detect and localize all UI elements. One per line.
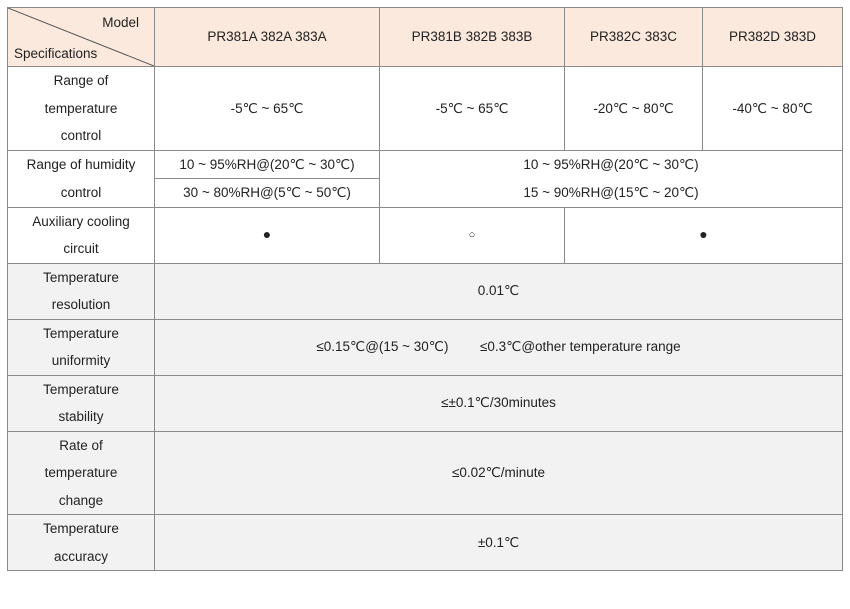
row-label-temperature-control bbox=[8, 67, 155, 151]
label-line: resolution bbox=[51, 297, 111, 312]
humidity-line: 15 ~ 90%RH@(15℃ ~ 20℃) bbox=[523, 184, 699, 200]
filled-circle-icon: ● bbox=[699, 226, 708, 243]
label-line: change bbox=[58, 492, 104, 508]
row-label-temperature-stability bbox=[8, 375, 155, 431]
label-line: accuracy bbox=[53, 548, 109, 564]
label-line: Auxiliary cooling bbox=[32, 213, 130, 229]
label-line: Range of humidity bbox=[26, 157, 136, 172]
label-line: Temperature bbox=[43, 381, 119, 397]
row-temperature-resolution bbox=[8, 263, 843, 319]
row-label-temperature-accuracy bbox=[8, 515, 155, 571]
cell-temp-range-3: -20℃ ~ 80℃ bbox=[565, 67, 703, 151]
model-header-1: PR381A 382A 383A bbox=[155, 8, 380, 67]
label-line: stability bbox=[58, 409, 104, 424]
cell-uniformity-value bbox=[155, 319, 843, 375]
row-temperature-uniformity bbox=[8, 319, 843, 375]
filled-circle-icon: ● bbox=[262, 226, 272, 243]
cell-temp-range-4: -40℃ ~ 80℃ bbox=[703, 67, 843, 151]
label-line: uniformity bbox=[51, 353, 111, 368]
row-rate-of-change bbox=[8, 431, 843, 515]
cell-stability-value: ≤±0.1℃/30minutes bbox=[155, 375, 843, 431]
model-header-3: PR382C 383C bbox=[565, 8, 703, 67]
label-line: Temperature bbox=[43, 521, 119, 536]
label-line: circuit bbox=[63, 241, 99, 256]
cell-humidity-range-1a: 10 ~ 95%RH@(20℃ ~ 30℃) bbox=[155, 150, 380, 179]
cell-resolution-value: 0.01℃ bbox=[155, 263, 843, 319]
row-humidity-control bbox=[8, 150, 843, 179]
label-line: control bbox=[60, 128, 102, 143]
label-line: Rate of bbox=[59, 437, 103, 453]
row-auxiliary-cooling bbox=[8, 207, 843, 263]
label-line: temperature bbox=[44, 100, 118, 116]
label-line: Temperature bbox=[43, 269, 119, 285]
cell-rate-value: ≤0.02℃/minute bbox=[155, 431, 843, 515]
cell-temp-range-1: -5℃ ~ 65℃ bbox=[155, 67, 380, 151]
uniformity-value-1: ≤0.15℃@(15 ~ 30℃) bbox=[316, 339, 449, 355]
row-temperature-accuracy bbox=[8, 515, 843, 571]
cell-aux-cooling-34 bbox=[565, 207, 843, 263]
label-line: Temperature bbox=[43, 325, 119, 341]
cell-humidity-range-shared bbox=[380, 150, 843, 207]
row-label-humidity-control bbox=[8, 150, 155, 207]
humidity-line: 10 ~ 95%RH@(20℃ ~ 30℃) bbox=[523, 157, 699, 172]
corner-cell bbox=[8, 8, 155, 67]
uniformity-value-2: ≤0.3℃@other temperature range bbox=[480, 339, 681, 355]
header-row bbox=[8, 8, 843, 67]
cell-aux-cooling-2 bbox=[380, 207, 565, 263]
label-line: temperature bbox=[44, 465, 118, 480]
row-temperature-stability bbox=[8, 375, 843, 431]
label-line: control bbox=[60, 184, 102, 200]
open-circle-icon: ○ bbox=[468, 229, 476, 242]
specifications-label: Specifications bbox=[14, 46, 98, 61]
cell-humidity-range-1b: 30 ~ 80%RH@(5℃ ~ 50℃) bbox=[155, 179, 380, 208]
row-label-rate-of-change bbox=[8, 431, 155, 515]
row-label-temperature-uniformity bbox=[8, 319, 155, 375]
model-header-4: PR382D 383D bbox=[703, 8, 843, 67]
specification-table bbox=[7, 7, 843, 571]
row-label-temperature-resolution bbox=[8, 263, 155, 319]
cell-temp-range-2: -5℃ ~ 65℃ bbox=[380, 67, 565, 151]
cell-accuracy-value: ±0.1℃ bbox=[155, 515, 843, 571]
cell-aux-cooling-1 bbox=[155, 207, 380, 263]
row-label-auxiliary-cooling bbox=[8, 207, 155, 263]
model-label: Model bbox=[102, 15, 139, 30]
label-line: Range of bbox=[53, 73, 109, 88]
model-header-2: PR381B 382B 383B bbox=[380, 8, 565, 67]
row-temperature-control bbox=[8, 67, 843, 151]
